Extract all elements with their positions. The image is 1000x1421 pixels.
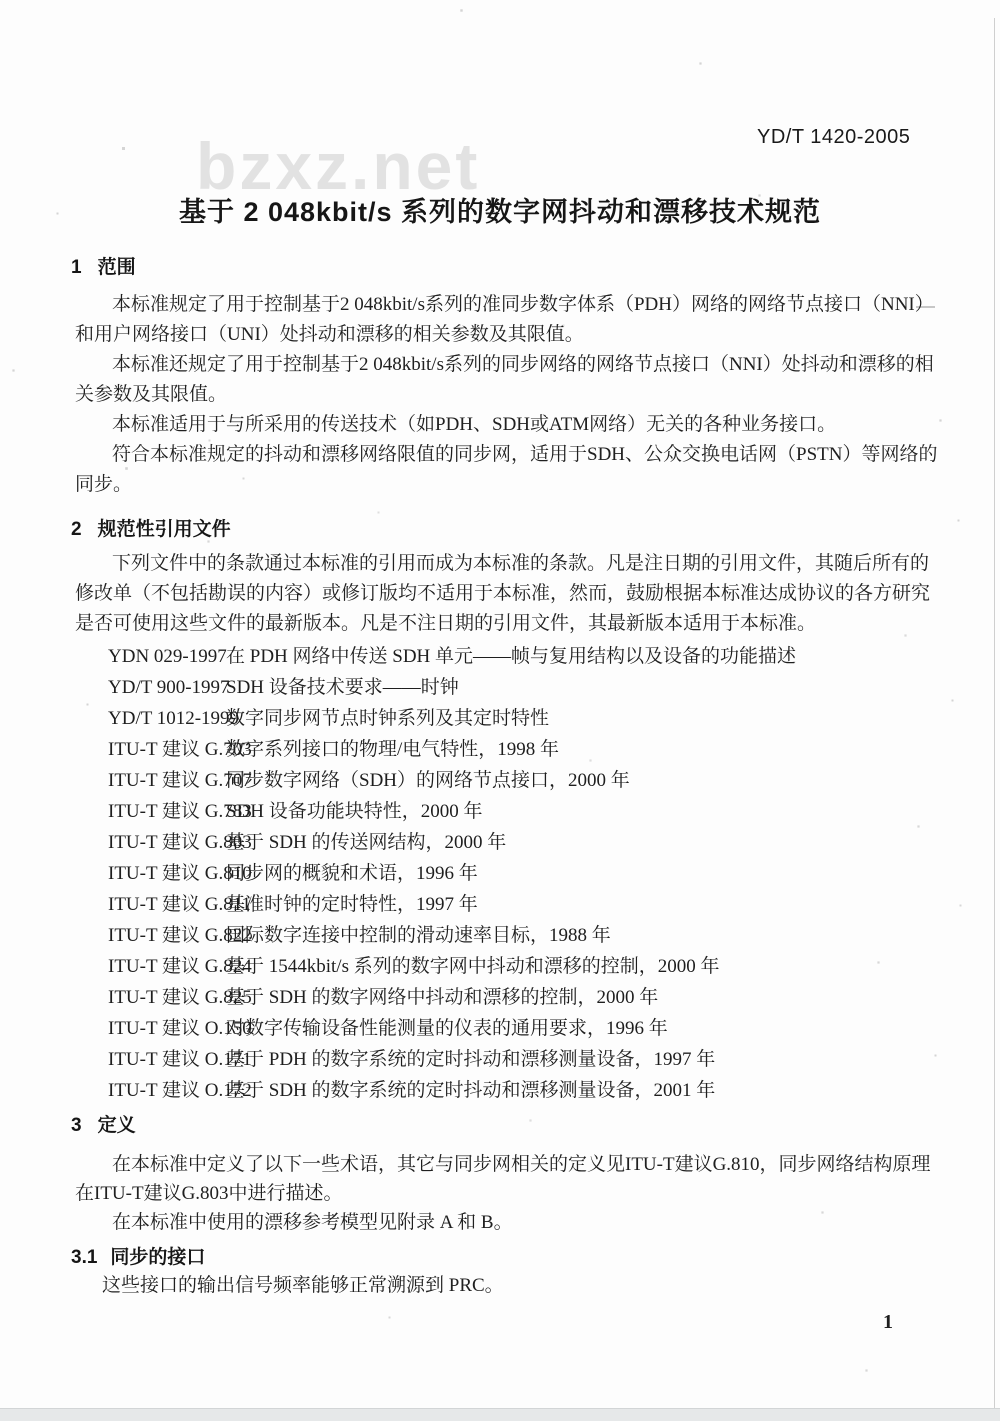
- reference-row: [108, 796, 938, 827]
- reference-row: [108, 734, 938, 765]
- reference-code: YD/T 1012-1999: [108, 708, 240, 729]
- section-1-label: 范围: [97, 257, 136, 278]
- reference-code: ITU-T 建议 G.703: [108, 739, 252, 760]
- body-line: 在ITU-T建议G.803中进行描述。: [75, 1183, 343, 1204]
- doc-number: YD/T 1420-2005: [757, 126, 911, 148]
- section-2-body: [75, 549, 935, 639]
- section-3-1-heading: [71, 1242, 205, 1269]
- body-line: 和用户网络接口（UNI）处抖动和漂移的相关参数及其限值。: [75, 324, 584, 345]
- body-line: 本标准还规定了用于控制基于2 048kbit/s系列的同步网络的网络节点接口（NNI）处抖动和漂移的相: [112, 354, 934, 375]
- reference-code: ITU-T 建议 G.822: [108, 925, 252, 946]
- section-3-label: 定义: [97, 1115, 136, 1136]
- reference-code: ITU-T 建议 O.171: [108, 1049, 252, 1070]
- reference-desc: 对数字传输设备性能测量的仪表的通用要求，1996 年: [226, 1018, 668, 1039]
- section-3-heading: [71, 1110, 136, 1137]
- reference-row: [108, 672, 938, 703]
- reference-code: ITU-T 建议 G.783: [108, 801, 252, 822]
- scan-noise-speckles: [0, 0, 1, 1]
- reference-desc: 基于 SDH 的传送网结构，2000 年: [226, 832, 507, 853]
- reference-desc: 基准时钟的定时特性，1997 年: [226, 894, 478, 915]
- reference-desc: 同步网的概貌和术语，1996 年: [226, 863, 478, 884]
- reference-code: ITU-T 建议 G.824: [108, 956, 252, 977]
- reference-desc: SDH 设备技术要求——时钟: [226, 677, 459, 698]
- reference-desc: 数字系列接口的物理/电气特性，1998 年: [226, 739, 560, 760]
- reference-row: [108, 765, 938, 796]
- reference-desc: SDH 设备功能块特性，2000 年: [226, 801, 483, 822]
- reference-row: [108, 1013, 938, 1044]
- body-line: 在本标准中定义了以下一些术语，其它与同步网相关的定义见ITU-T建议G.810，同步网络结构原理: [112, 1154, 931, 1175]
- section-3-1-body: [75, 1271, 935, 1301]
- reference-row: [108, 827, 938, 858]
- body-line: 下列文件中的条款通过本标准的引用而成为本标准的条款。凡是注日期的引用文件，其随后所有的: [112, 553, 930, 574]
- body-line: 修改单（不包括勘误的内容）或修订版均不适用于本标准，然而，鼓励根据本标准达成协议的各方研究: [75, 583, 931, 604]
- reference-desc: 基于 SDH 的数字系统的定时抖动和漂移测量设备，2001 年: [226, 1080, 716, 1101]
- reference-code: ITU-T 建议 G.811: [108, 894, 252, 915]
- reference-desc: 基于 SDH 的数字网络中抖动和漂移的控制，2000 年: [226, 987, 659, 1008]
- reference-row: [108, 1044, 938, 1075]
- body-line: 是否可使用这些文件的最新版本。凡是不注日期的引用文件，其最新版本适用于本标准。: [75, 613, 817, 634]
- reference-desc: 同步数字网络（SDH）的网络节点接口，2000 年: [226, 770, 630, 791]
- reference-code: ITU-T 建议 G.803: [108, 832, 252, 853]
- reference-row: [108, 858, 938, 889]
- reference-desc: 基于 PDH 的数字系统的定时抖动和漂移测量设备，1997 年: [226, 1049, 716, 1070]
- reference-code: ITU-T 建议 O.172: [108, 1080, 252, 1101]
- section-2-number: 2: [71, 519, 82, 540]
- watermark: bzxz.net: [196, 129, 481, 203]
- reference-desc: 在 PDH 网络中传送 SDH 单元——帧与复用结构以及设备的功能描述: [226, 646, 797, 667]
- page-title: 基于 2 048kbit/s 系列的数字网抖动和漂移技术规范: [178, 197, 822, 227]
- section-3-number: 3: [71, 1115, 82, 1136]
- reference-code: ITU-T 建议 O.150: [108, 1018, 252, 1039]
- reference-row: [108, 1075, 938, 1106]
- reference-desc: 数字同步网节点时钟系列及其定时特性: [226, 708, 550, 729]
- body-line: 本标准规定了用于控制基于2 048kbit/s系列的准同步数字体系（PDH）网络的网络节点接口（NNI）: [112, 294, 934, 315]
- section-1-body: [75, 290, 938, 500]
- reference-desc: 国际数字连接中控制的滑动速率目标，1988 年: [226, 925, 611, 946]
- page-number: 1: [883, 1311, 893, 1333]
- section-1-heading: [71, 252, 136, 279]
- body-line: 符合本标准规定的抖动和漂移网络限值的同步网，适用于SDH、公众交换电话网（PSTN）等网络的: [112, 444, 938, 465]
- section-2-heading: [71, 514, 231, 541]
- section-3-1-label: 同步的接口: [110, 1247, 206, 1268]
- section-2-label: 规范性引用文件: [97, 519, 231, 540]
- reference-row: [108, 951, 938, 982]
- section-3-1-number: 3.1: [71, 1247, 98, 1268]
- reference-code: ITU-T 建议 G.707: [108, 770, 252, 791]
- reference-row: [108, 641, 938, 672]
- page-bottom-edge: [0, 1408, 1000, 1421]
- section-1-number: 1: [71, 257, 82, 278]
- reference-row: [108, 920, 938, 951]
- body-line: 本标准适用于与所采用的传送技术（如PDH、SDH或ATM网络）无关的各种业务接口。: [112, 414, 837, 435]
- reference-code: YD/T 900-1997: [108, 677, 230, 698]
- reference-row: [108, 703, 938, 734]
- reference-code: YDN 029-1997: [108, 646, 227, 667]
- reference-row: [108, 889, 938, 920]
- reference-code: ITU-T 建议 G.810: [108, 863, 252, 884]
- body-line: 这些接口的输出信号频率能够正常溯源到 PRC。: [102, 1275, 504, 1296]
- section-3-body: [75, 1150, 935, 1237]
- reference-row: [108, 982, 938, 1013]
- references-list: [108, 641, 938, 1106]
- body-line: 在本标准中使用的漂移参考模型见附录 A 和 B。: [112, 1212, 513, 1233]
- body-line: 同步。: [75, 474, 133, 495]
- body-line: 关参数及其限值。: [75, 384, 228, 405]
- reference-desc: 基于 1544kbit/s 系列的数字网中抖动和漂移的控制，2000 年: [226, 956, 720, 977]
- reference-code: ITU-T 建议 G.825: [108, 987, 252, 1008]
